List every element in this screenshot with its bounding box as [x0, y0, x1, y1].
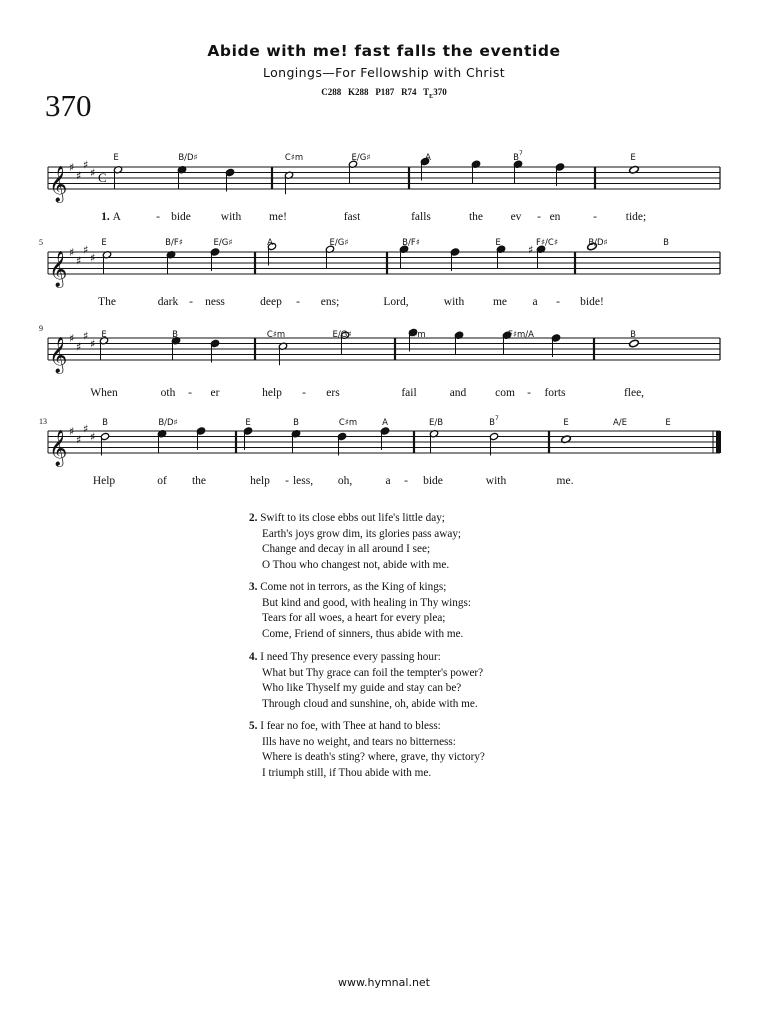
key-signature-sharp: ♯: [76, 169, 82, 183]
lyric-syllable: -: [527, 387, 531, 399]
chord-symbol: E/G♯: [351, 153, 371, 163]
key-signature-sharp: ♯: [83, 158, 89, 172]
chord-symbol: C♯m: [338, 418, 358, 428]
lyric-syllable: with: [485, 475, 507, 487]
lyric-syllable: -: [537, 211, 541, 223]
chord-symbol: F♯m: [408, 330, 426, 340]
chord-symbol: B: [663, 238, 669, 248]
chord-symbol: B: [630, 330, 636, 340]
chord-symbol: A: [267, 238, 273, 248]
final-barline-thick: [716, 431, 721, 453]
key-signature-sharp: ♯: [69, 161, 75, 174]
music-score: [0, 0, 768, 500]
lyric-syllable: forts: [544, 387, 566, 399]
chord-symbol: C♯m: [266, 330, 286, 340]
lyric-syllable: The: [98, 296, 116, 308]
measure-number: 9: [39, 324, 43, 333]
key-signature-sharp: ♯: [76, 433, 82, 447]
key-signature-sharp: ♯: [76, 340, 82, 354]
lyric-syllable: ens;: [320, 296, 340, 308]
lyric-syllable: oh,: [337, 475, 353, 487]
key-signature-sharp: ♯: [69, 425, 75, 438]
lyric-syllable: -: [285, 475, 289, 487]
key-signature-sharp: ♯: [83, 329, 89, 343]
lyric-syllable: bide: [171, 211, 191, 223]
ref-k: K288: [348, 87, 369, 97]
stanza-number: 2.: [249, 512, 261, 524]
chord-symbol: B/D♯: [158, 418, 178, 428]
stanza-line: Earth's joys grow dim, its glories pass away;: [262, 527, 462, 540]
stanza-line: What but Thy grace can foil the tempter's power?: [262, 666, 484, 679]
lyric-syllable: fast: [343, 211, 361, 223]
key-signature-sharp: ♯: [76, 254, 82, 268]
lyric-syllable: the: [191, 475, 207, 487]
lyric-syllable: me.: [556, 475, 574, 487]
lyric-syllable: -: [156, 211, 160, 223]
lyric-syllable: Help: [92, 475, 116, 487]
lyric-syllable: 1. A: [101, 211, 121, 223]
lyric-syllable: dark: [157, 296, 179, 308]
chord-symbol: E/B: [428, 418, 444, 428]
lyric-syllable: oth: [160, 387, 176, 399]
stanza-line: I triumph still, if Thou abide with me.: [262, 766, 432, 779]
chord-symbol: E: [665, 418, 671, 428]
stanza: [249, 580, 471, 642]
lyric-syllable: Lord,: [383, 296, 409, 308]
chord-symbol: B: [172, 330, 178, 340]
chord-symbol: B: [293, 418, 299, 428]
hymn-title: Abide with me! fast falls the eventide: [207, 42, 561, 60]
lyric-syllable: me!: [269, 211, 287, 223]
hymn-number: 370: [45, 88, 92, 123]
lyric-syllable: bide: [423, 475, 443, 487]
stanza-number: 3.: [249, 581, 261, 593]
lyric-syllable: -: [556, 296, 560, 308]
lyric-syllable: with: [220, 211, 242, 223]
lyric-syllable: a: [532, 296, 538, 308]
chord-symbol: E/G♯: [332, 330, 352, 340]
chord-symbol: B/F♯: [165, 238, 183, 248]
lyric-syllable: the: [468, 211, 484, 223]
chord-symbol: E: [630, 153, 636, 163]
treble-clef-icon: 𝄞: [49, 166, 68, 202]
stanza-line: 4. I need Thy presence every passing hour:: [249, 651, 441, 663]
lyric-syllable: tide;: [625, 211, 647, 223]
lyric-syllable: with: [443, 296, 465, 308]
lyric-syllable: less,: [292, 475, 314, 487]
time-signature: C: [98, 170, 107, 185]
lyric-syllable: of: [157, 475, 167, 487]
lyric-syllable: help: [250, 475, 270, 487]
lyric-syllable: ness: [205, 296, 225, 308]
chord-symbol: E/G♯: [329, 238, 349, 248]
key-signature-sharp: ♯: [69, 246, 75, 259]
stanza-line: 2. Swift to its close ebbs out life's little day;: [249, 512, 445, 524]
stanza-line: 5. I fear no foe, with Thee at hand to bless:: [249, 720, 441, 732]
stanza-line: But kind and good, with healing in Thy wings:: [262, 596, 471, 609]
lyric-syllable: bide!: [580, 296, 604, 308]
measure-number: 5: [39, 238, 43, 247]
chord-symbol: $B^7$: [513, 150, 523, 163]
lyric-syllable: me: [492, 296, 508, 308]
key-signature-sharp: ♯: [90, 337, 96, 351]
lyric-syllable: -: [404, 475, 408, 487]
chord-symbol: E: [563, 418, 569, 428]
key-signature-sharp: ♯: [90, 251, 96, 265]
lyric-syllable: er: [210, 387, 220, 399]
ref-c: C288: [321, 87, 342, 97]
lyric-syllable: en: [549, 211, 561, 223]
treble-clef-icon: 𝄞: [49, 337, 68, 373]
stanza-line: O Thou who changest not, abide with me.: [262, 558, 450, 571]
lyric-syllable: com: [495, 387, 515, 399]
chord-symbol: E/G♯: [213, 238, 233, 248]
lyric-syllable: -: [302, 387, 306, 399]
lyric-syllable: -: [188, 387, 192, 399]
stanza: [249, 650, 483, 712]
chord-symbol: C♯m: [284, 153, 304, 163]
chord-symbol: B/D♯: [178, 153, 198, 163]
lyric-syllable: help: [262, 387, 282, 399]
stanza-line: Ills have no weight, and tears no bitterness:: [262, 735, 456, 748]
stanza-line: Change and decay in all around I see;: [262, 543, 431, 555]
chord-symbol: A/E: [612, 418, 628, 428]
lyric-syllable: ev: [510, 211, 522, 223]
key-signature-sharp: ♯: [69, 332, 75, 345]
key-signature-sharp: ♯: [83, 422, 89, 436]
chord-symbol: B: [102, 418, 108, 428]
key-signature-sharp: ♯: [83, 243, 89, 257]
measure-number: 13: [39, 417, 47, 426]
stanza: [249, 719, 485, 781]
ref-r: R74: [401, 87, 417, 97]
lyric-syllable: ers: [326, 387, 340, 399]
key-signature-sharp: ♯: [90, 166, 96, 180]
lyric-syllable: and: [449, 387, 467, 399]
chord-symbol: B/D♯: [588, 238, 608, 248]
chord-symbol: E: [495, 238, 501, 248]
treble-clef-icon: 𝄞: [49, 430, 68, 466]
stanza-number: 5.: [249, 720, 261, 732]
stanza-line: Who like Thyself my guide and stay can be?: [262, 682, 462, 694]
chord-symbol: F♯/C♯: [536, 238, 558, 248]
stanza-line: Come, Friend of sinners, thus abide with me.: [262, 627, 464, 640]
stanza-line: Tears for all woes, a heart for every plea;: [262, 612, 446, 624]
chord-symbol: E: [101, 238, 107, 248]
ref-p: P187: [375, 87, 395, 97]
chord-symbol: B/F♯: [402, 238, 420, 248]
chord-symbol: $B^7$: [489, 415, 499, 428]
chord-symbol: A: [425, 153, 431, 163]
stanza-line: Where is death's sting? where, grave, thy victory?: [262, 751, 485, 763]
lyric-syllable: -: [593, 211, 597, 223]
key-signature-sharp: ♯: [90, 430, 96, 444]
stanza-line: Through cloud and sunshine, oh, abide with me.: [262, 697, 478, 710]
footer-site-link[interactable]: www.hymnal.net: [338, 976, 430, 989]
lyric-syllable: a: [385, 475, 391, 487]
lyric-syllable: -: [296, 296, 300, 308]
stanza-number: 4.: [249, 651, 261, 663]
lyric-syllable: falls: [411, 211, 431, 223]
chord-symbol: A: [382, 418, 388, 428]
note-head: [629, 339, 640, 348]
lyric-syllable: When: [90, 387, 118, 399]
stanza: [249, 511, 461, 573]
lyric-syllable: fail: [401, 387, 417, 399]
ref-t: $T_E370$: [423, 87, 447, 100]
lyric-syllable: flee,: [623, 387, 645, 399]
accidental-sharp: ♯: [528, 243, 534, 257]
chord-symbol: E: [101, 330, 107, 340]
chord-symbol: E: [113, 153, 119, 163]
hymn-category: Longings—For Fellowship with Christ: [262, 65, 506, 80]
stanza-line: 3. Come not in terrors, as the King of kings;: [249, 581, 447, 593]
lyric-syllable: -: [189, 296, 193, 308]
chord-symbol: E: [245, 418, 251, 428]
treble-clef-icon: 𝄞: [49, 251, 68, 287]
lyric-syllable: deep: [260, 296, 282, 308]
chord-symbol: F♯m/A: [508, 330, 534, 340]
